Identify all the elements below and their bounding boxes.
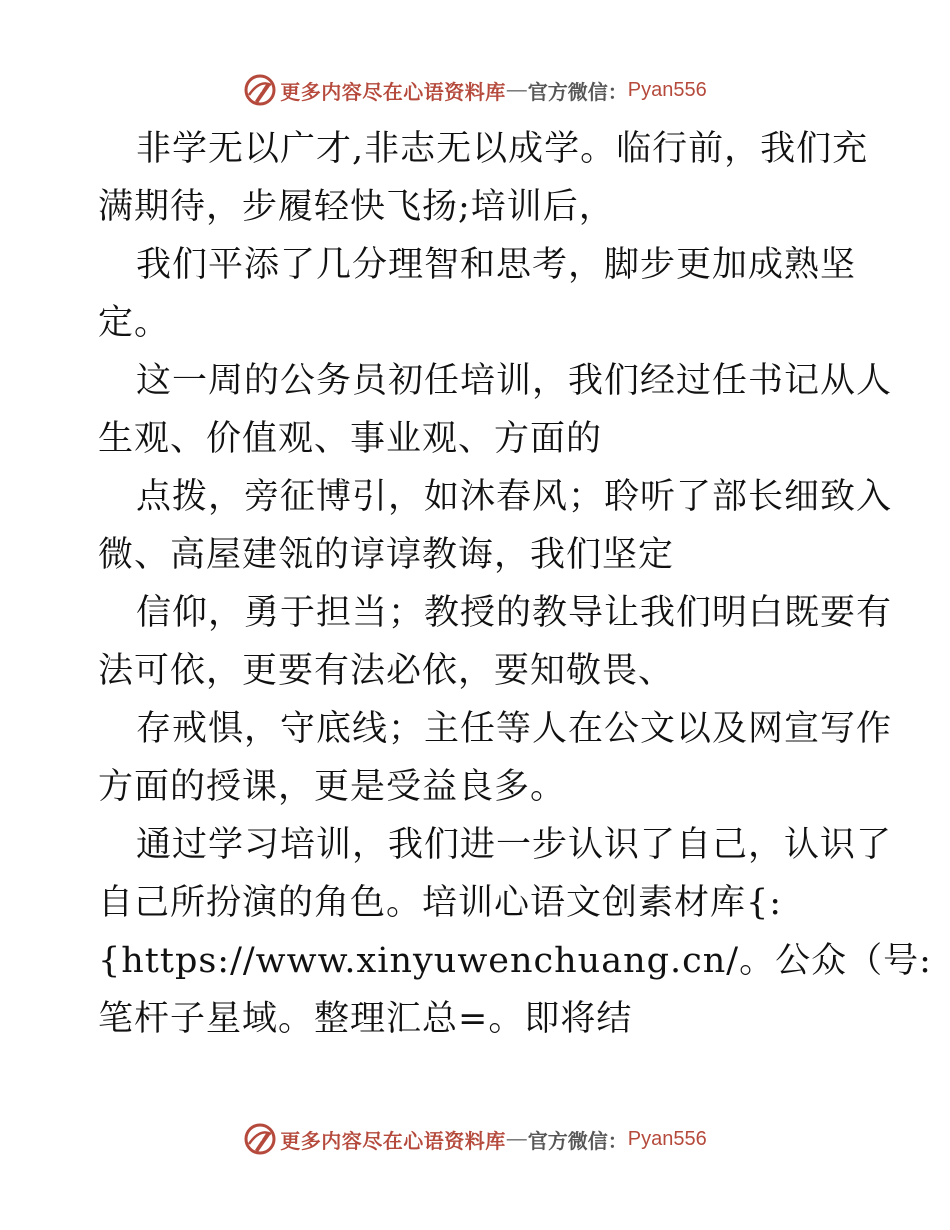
text-line: 满期待，步履轻快飞扬;培训后， [98,187,615,227]
text-line: 自己所扮演的角色。培训心语文创素材库{: [98,883,783,923]
pen-logo-icon [243,73,277,107]
text-line: 我们平添了几分理智和思考，脚步更加成熟坚 [136,245,857,285]
footer-banner [0,1119,950,1159]
text-line: 定。 [98,303,171,343]
text-line: 笔杆子星域。整理汇总=。即将结 [98,999,633,1039]
banner-dash: — [506,78,527,101]
document-body [98,120,932,1048]
header-banner [0,70,950,110]
text-line: 生观、价值观、事业观、方面的 [98,419,603,459]
pen-logo-icon [243,1122,277,1156]
banner-wechat-id: Pyan556 [627,1127,707,1150]
banner-wechat-label: 官方微信： [527,79,628,104]
text-line: {https://www.xinyuwenchuang.cn/。公众（号: [98,941,932,981]
text-line: 这一周的公务员初任培训，我们经过任书记从人 [136,361,893,401]
text-line: 微、高屋建瓴的谆谆教诲，我们坚定 [98,535,675,575]
banner-main-text: 更多内容尽在心语资料库 [280,79,506,104]
text-line: 点拨，旁征博引，如沐春风；聆听了部长细致入 [136,477,893,517]
banner-main-text: 更多内容尽在心语资料库 [280,1128,506,1153]
text-line: 存戒惧，守底线；主任等人在公文以及网宣写作 [136,709,893,749]
text-line: 信仰，勇于担当；教授的教导让我们明白既要有 [136,593,893,633]
banner-wechat-id: Pyan556 [627,78,707,101]
text-line: 方面的授课，更是受益良多。 [98,767,567,807]
text-line: 法可依，更要有法必依，要知敬畏、 [98,651,675,691]
banner-dash: — [506,1127,527,1150]
banner-wechat-label: 官方微信： [527,1128,628,1153]
text-line: 非学无以广才,非志无以成学。临行前，我们充 [136,129,869,169]
text-line: 通过学习培训，我们进一步认识了自己，认识了 [136,825,893,865]
